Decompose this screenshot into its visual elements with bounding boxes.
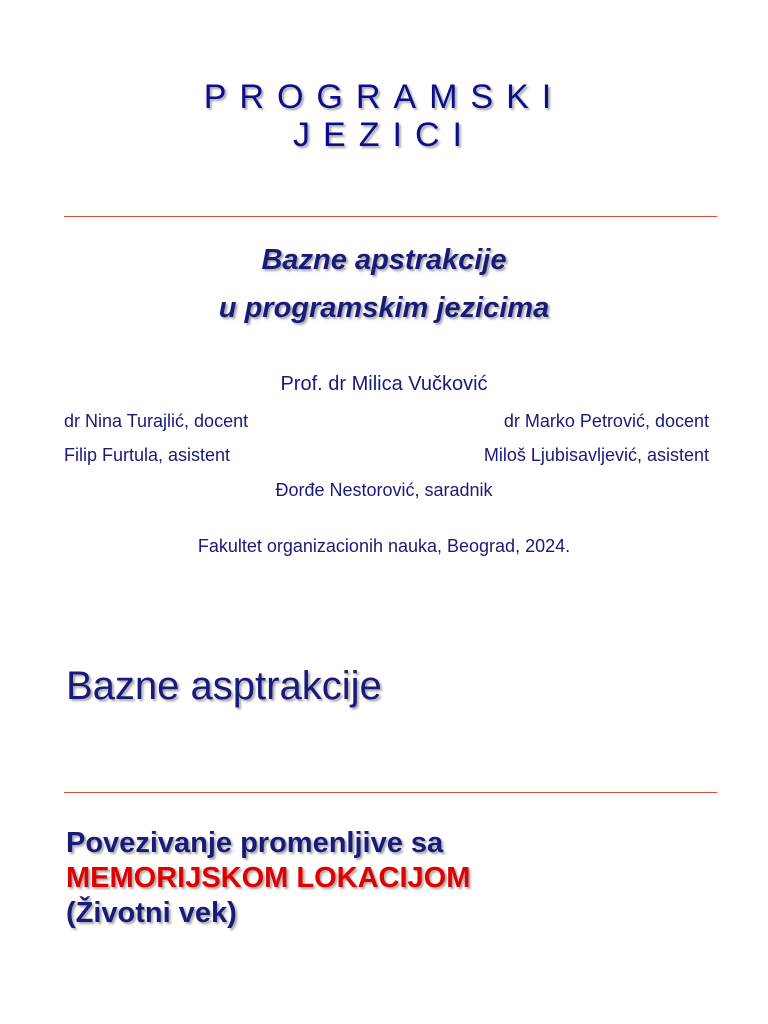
slide2-heading: Bazne asptrakcije — [66, 664, 382, 708]
subtitle-line-1: Bazne apstrakcije — [261, 244, 507, 276]
title-line-1: PROGRAMSKI — [203, 78, 565, 116]
divider-top — [64, 216, 717, 217]
body-line-2-highlight: MEMORIJSKOM LOKACIJOM — [66, 862, 471, 894]
staff-right: dr Marko Petrović, docent — [503, 411, 709, 431]
slide2-body — [66, 826, 746, 931]
staff-left: Filip Furtula, asistent — [64, 445, 231, 465]
subtitle — [0, 236, 768, 332]
subtitle-line-2: u programskim jezicima — [218, 292, 550, 324]
body-line-1: Povezivanje promenljive sa — [66, 827, 444, 859]
divider-bottom — [64, 792, 717, 793]
staff-right: Miloš Ljubisavljević, asistent — [483, 445, 709, 465]
body-line-3: (Životni vek) — [66, 897, 237, 929]
associate-name: Đorđe Nestorović, saradnik — [275, 480, 493, 500]
title-line-2: JEZICI — [293, 116, 475, 154]
institution: Fakultet organizacionih nauka, Beograd, 2024. — [197, 536, 571, 556]
professor-name: Prof. dr Milica Vučković — [280, 373, 488, 395]
staff-left: dr Nina Turajlić, docent — [64, 411, 249, 431]
main-title — [0, 78, 768, 154]
